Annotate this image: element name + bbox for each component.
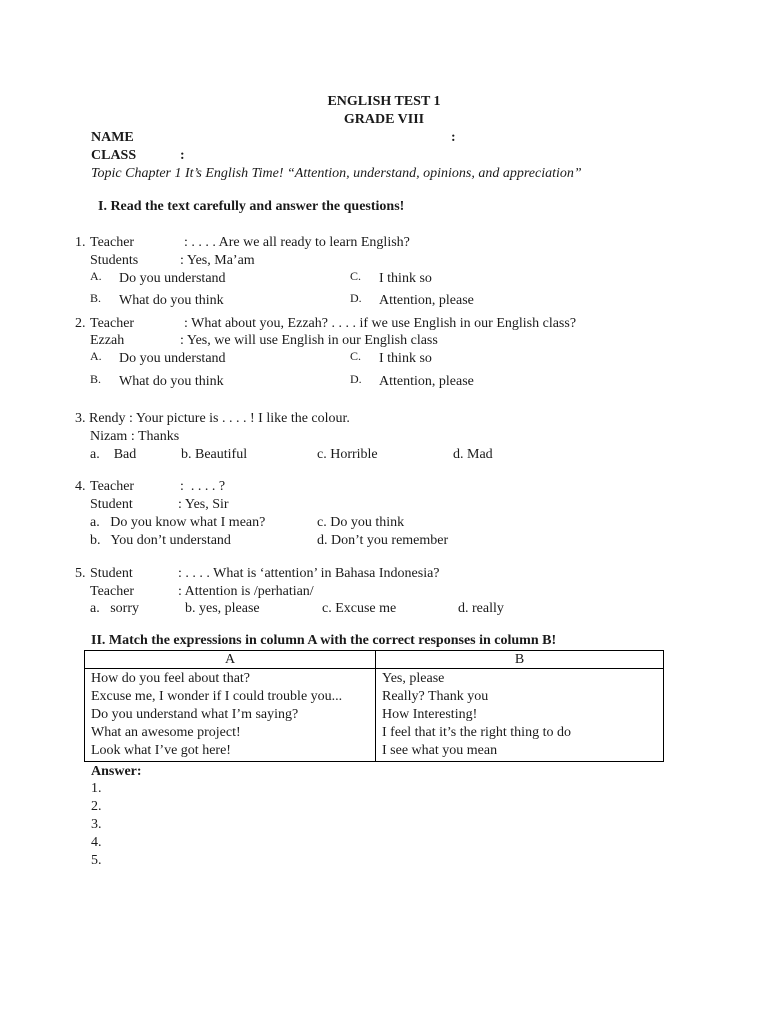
- q2-option-d[interactable]: Attention, please: [379, 374, 474, 389]
- response-2: Really? Thank you: [382, 689, 489, 704]
- q2-line2: : Yes, we will use English in our English class: [180, 333, 438, 348]
- q1-option-d[interactable]: Attention, please: [379, 293, 474, 308]
- q1-option-c[interactable]: I think so: [379, 271, 432, 286]
- table-row: [85, 669, 664, 762]
- section1-heading: I. Read the text carefully and answer the questions!: [98, 199, 405, 214]
- q4-speaker2: Student: [90, 497, 133, 512]
- section2-heading: II. Match the expressions in column A with the correct responses in column B!: [91, 633, 557, 648]
- q3-option-d[interactable]: d. Mad: [453, 447, 493, 462]
- q2-option-a[interactable]: Do you understand: [119, 351, 226, 366]
- q1-option-c-letter: C.: [350, 269, 362, 283]
- q5-number: 5.: [75, 566, 86, 581]
- response-4: I feel that it’s the right thing to do: [382, 725, 571, 740]
- class-colon: :: [180, 148, 185, 163]
- q2-number: 2.: [75, 316, 86, 331]
- answer-label: Answer:: [91, 764, 142, 779]
- q3-option-b[interactable]: b. Beautiful: [181, 447, 248, 462]
- column-a-cell: [85, 669, 376, 762]
- expression-1: How do you feel about that?: [91, 671, 251, 686]
- name-colon: :: [451, 130, 456, 145]
- q4-line1: : . . . . ?: [180, 479, 226, 494]
- q5-speaker2: Teacher: [90, 584, 135, 599]
- q2-option-d-letter: D.: [350, 372, 362, 386]
- q2-option-b[interactable]: What do you think: [119, 374, 224, 389]
- q2-option-c-letter: C.: [350, 349, 362, 363]
- q5-speaker1: Student: [90, 566, 133, 581]
- expression-2: Excuse me, I wonder if I could trouble you...: [91, 689, 343, 704]
- grade-title: GRADE VIII: [343, 112, 425, 127]
- q5-option-c[interactable]: c. Excuse me: [322, 601, 397, 616]
- q3-option-a[interactable]: a. Bad: [90, 447, 137, 462]
- q1-option-a-letter: A.: [90, 269, 102, 283]
- q5-option-d[interactable]: d. really: [458, 601, 504, 616]
- q1-number: 1.: [75, 235, 86, 250]
- q2-speaker2: Ezzah: [90, 333, 125, 348]
- q4-option-d[interactable]: d. Don’t you remember: [317, 533, 449, 548]
- q3-option-c[interactable]: c. Horrible: [317, 447, 378, 462]
- q4-option-b[interactable]: b. You don’t understand: [90, 533, 231, 548]
- q5-line1: : . . . . What is ‘attention’ in Bahasa Indonesia?: [178, 566, 440, 581]
- response-3: How Interesting!: [382, 707, 478, 722]
- q1-speaker1: Teacher: [90, 235, 135, 250]
- name-label: NAME: [91, 130, 134, 145]
- q2-speaker1: Teacher: [90, 316, 135, 331]
- q5-option-b[interactable]: b. yes, please: [185, 601, 260, 616]
- q1-line1: : . . . . Are we all ready to learn English?: [184, 235, 410, 250]
- answer-3[interactable]: 3.: [91, 817, 102, 832]
- matching-table: [84, 650, 664, 762]
- q3-line1: 3. Rendy : Your picture is . . . . ! I like the colour.: [75, 411, 350, 426]
- q1-option-d-letter: D.: [350, 291, 362, 305]
- class-label: CLASS: [91, 148, 137, 163]
- test-title: ENGLISH TEST 1: [327, 94, 441, 109]
- q1-speaker2: Students: [90, 253, 139, 268]
- q4-option-a[interactable]: a. Do you know what I mean?: [90, 515, 266, 530]
- response-1: Yes, please: [382, 671, 445, 686]
- column-b-header: B: [376, 651, 664, 669]
- q1-option-a[interactable]: Do you understand: [119, 271, 226, 286]
- q1-line2: : Yes, Ma’am: [180, 253, 255, 268]
- q4-number: 4.: [75, 479, 86, 494]
- q4-speaker1: Teacher: [90, 479, 135, 494]
- answer-1[interactable]: 1.: [91, 781, 102, 796]
- expression-4: What an awesome project!: [91, 725, 241, 740]
- q2-option-b-letter: B.: [90, 372, 102, 386]
- column-a-header: A: [85, 651, 376, 669]
- answer-2[interactable]: 2.: [91, 799, 102, 814]
- q4-option-c[interactable]: c. Do you think: [317, 515, 405, 530]
- expression-3: Do you understand what I’m saying?: [91, 707, 299, 722]
- answer-4[interactable]: 4.: [91, 835, 102, 850]
- q2-line1: : What about you, Ezzah? . . . . if we use English in our English class?: [184, 316, 577, 331]
- answer-5[interactable]: 5.: [91, 853, 102, 868]
- topic-line: Topic Chapter 1 It’s English Time! “Attention, understand, opinions, and appreciation”: [91, 166, 582, 181]
- q2-option-c[interactable]: I think so: [379, 351, 432, 366]
- expression-5: Look what I’ve got here!: [91, 743, 231, 758]
- q5-option-a[interactable]: a. sorry: [90, 601, 139, 616]
- q4-line2: : Yes, Sir: [178, 497, 229, 512]
- q2-option-a-letter: A.: [90, 349, 102, 363]
- table-header-row: [85, 651, 664, 669]
- q5-line2: : Attention is /perhatian/: [178, 584, 314, 599]
- q1-option-b-letter: B.: [90, 291, 102, 305]
- q1-option-b[interactable]: What do you think: [119, 293, 224, 308]
- column-b-cell: [376, 669, 664, 762]
- q3-line2: Nizam : Thanks: [90, 429, 180, 444]
- response-5: I see what you mean: [382, 743, 498, 758]
